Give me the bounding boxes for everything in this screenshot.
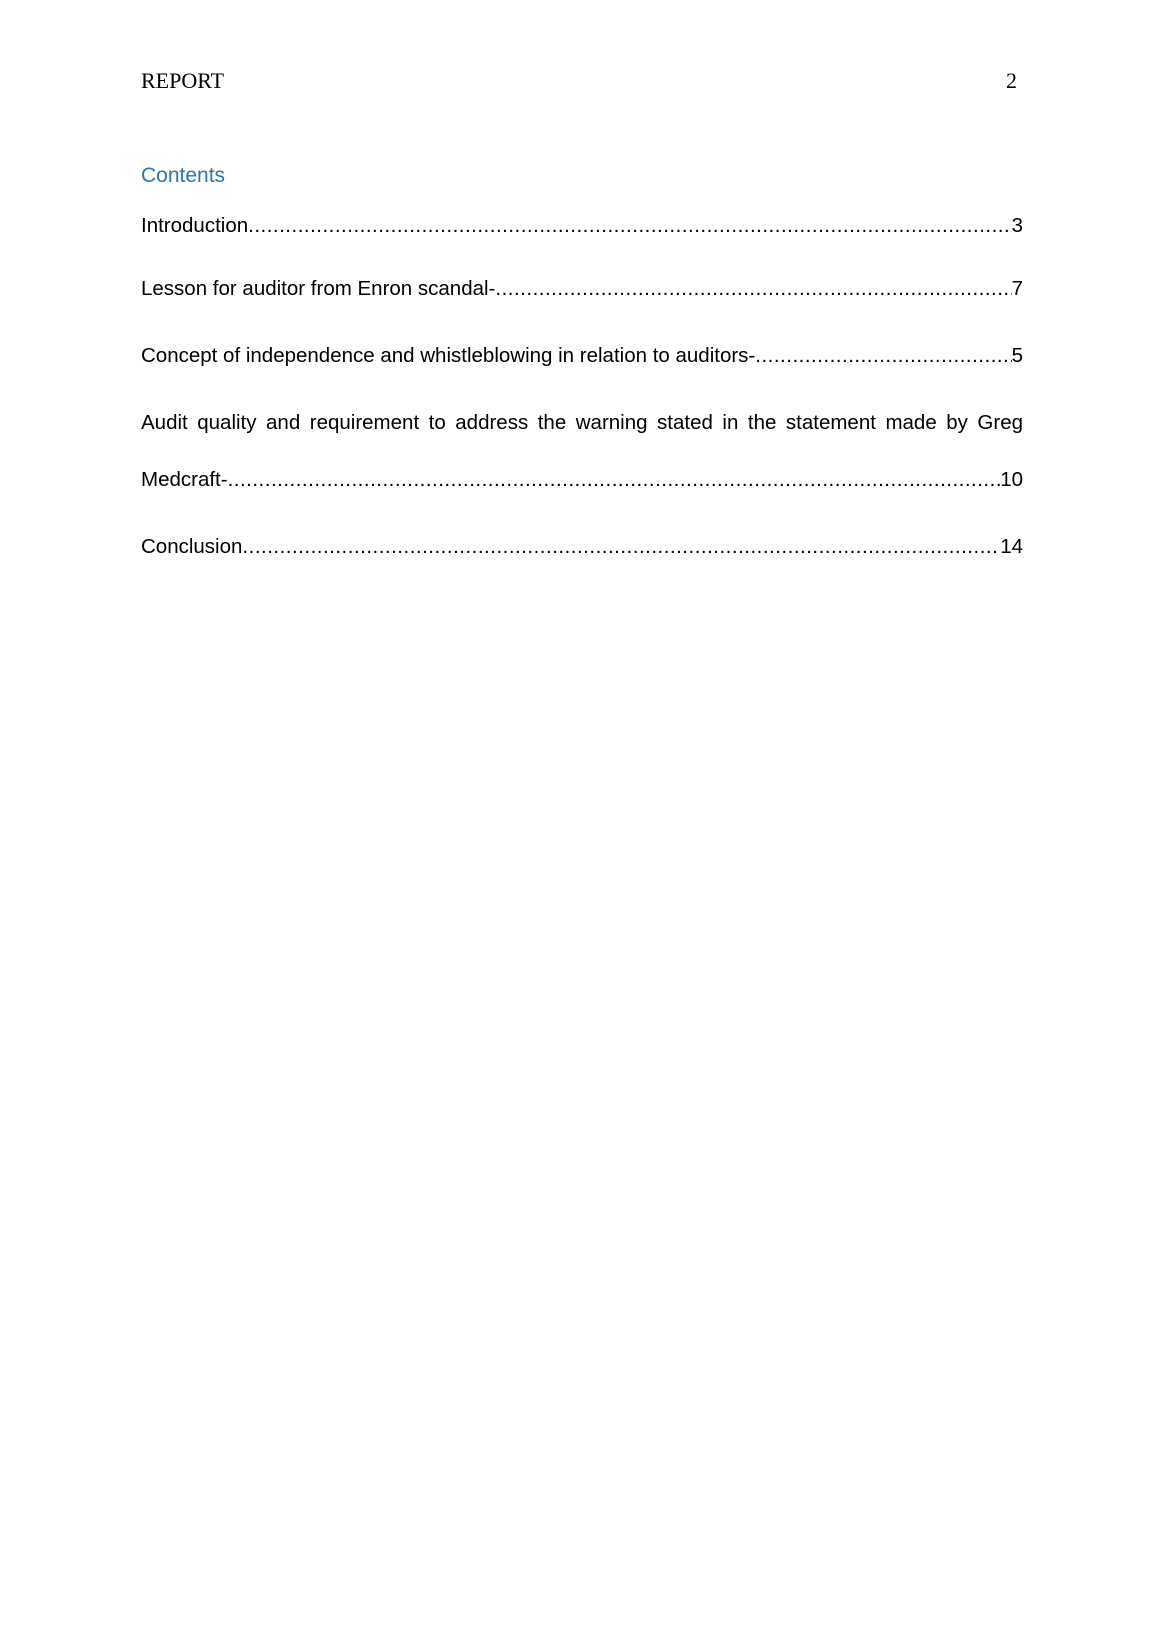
toc-dot-leader: [248, 212, 1011, 240]
toc-entry-audit-quality[interactable]: [141, 466, 1023, 494]
toc-entry-audit-quality-line-1[interactable]: Audit quality and requirement to address the warning stated in the statement made by Greg: [141, 411, 1023, 434]
toc-entry-page: 7: [1011, 277, 1023, 300]
toc-entry-independence[interactable]: [141, 342, 1023, 370]
running-title: REPORT: [141, 68, 225, 93]
page-number: 2: [1006, 68, 1017, 93]
toc-heading: Contents: [141, 164, 226, 187]
toc-entry-enron-lesson[interactable]: [141, 275, 1023, 303]
toc-entry-title: Lesson for auditor from Enron scandal-: [141, 277, 496, 300]
toc-entry-title: Concept of independence and whistleblowing in relation to auditors-: [141, 344, 756, 367]
toc-entry-title: Introduction: [141, 214, 249, 237]
toc-entry-conclusion[interactable]: [141, 533, 1023, 561]
toc-entry-page: 10: [1000, 468, 1023, 491]
toc-dot-leader: [228, 466, 1001, 494]
toc-dot-leader: [755, 342, 1011, 370]
toc-entry-page: 5: [1011, 344, 1023, 367]
toc-dot-leader: [495, 275, 1011, 303]
toc-entry-page: 14: [1000, 535, 1023, 558]
toc-entry-title: Conclusion: [141, 535, 243, 558]
running-header: [141, 68, 1017, 98]
toc-dot-leader: [242, 533, 1000, 561]
toc-entry-introduction[interactable]: [141, 212, 1023, 240]
toc-entry-page: 3: [1011, 214, 1023, 237]
toc-entry-title: Medcraft-: [141, 468, 228, 491]
